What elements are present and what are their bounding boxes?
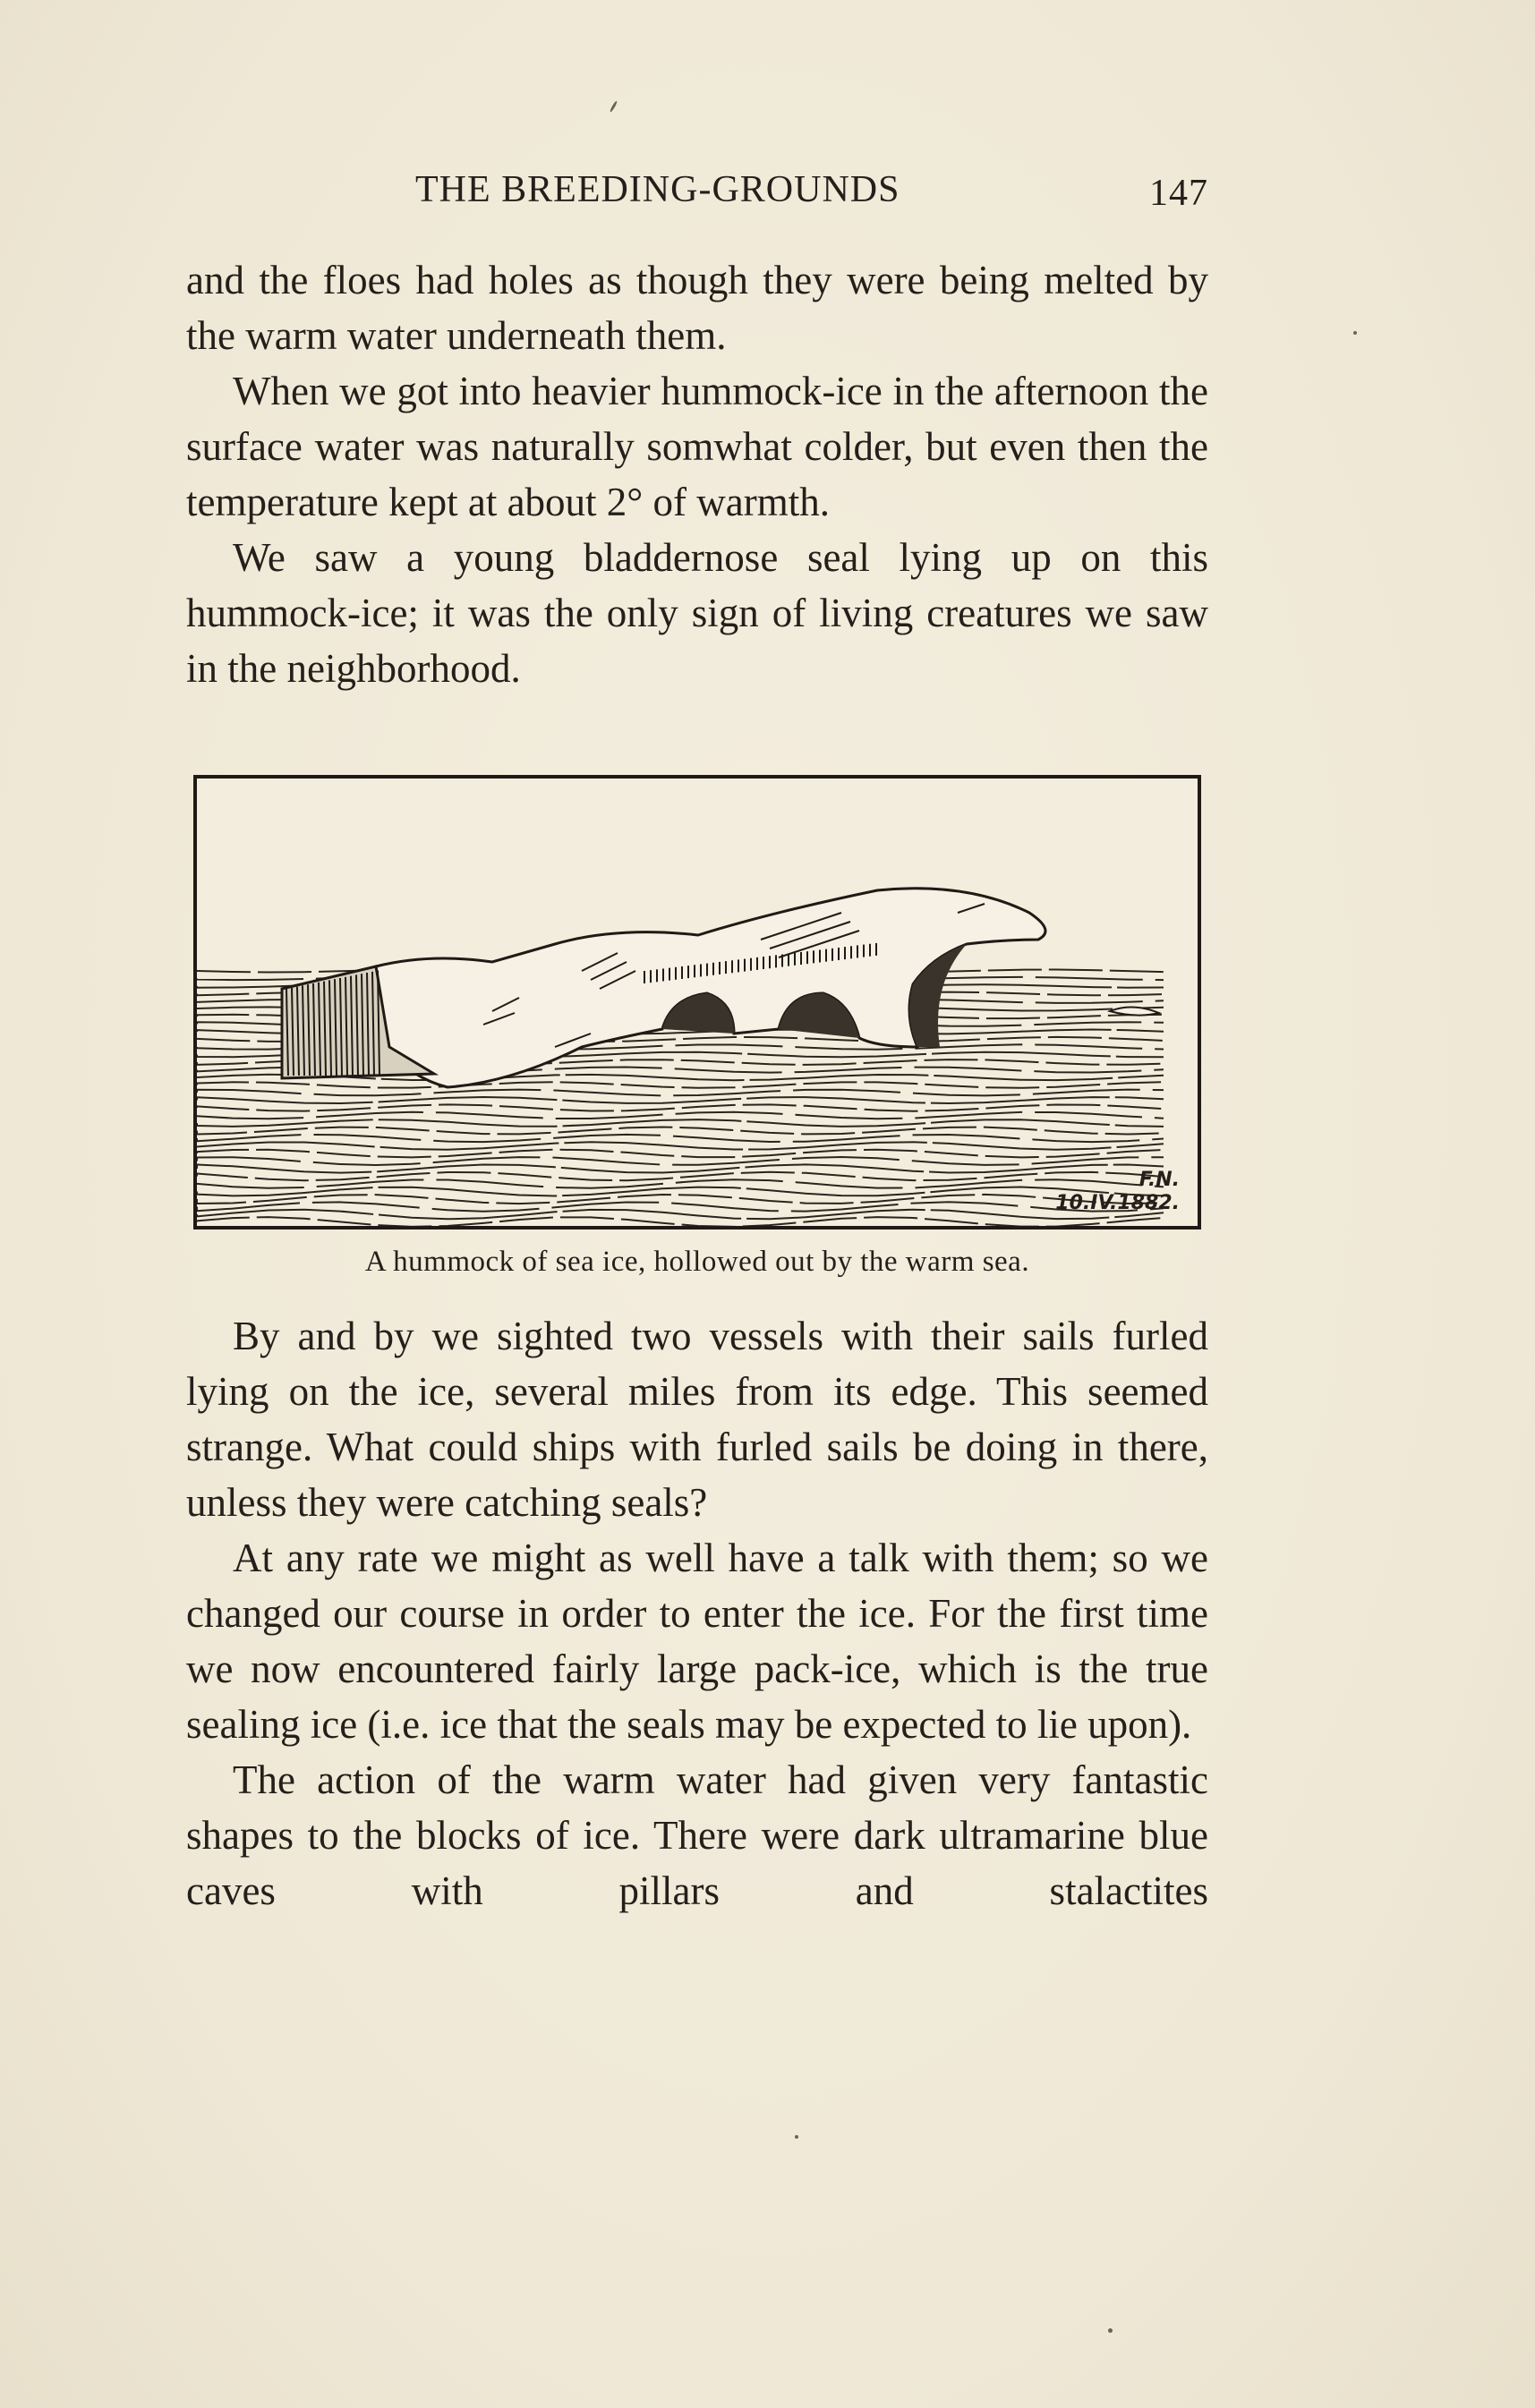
page-blemish [1353, 331, 1357, 335]
ice-hummock-drawing [197, 779, 1198, 1226]
page-blemish [1108, 2328, 1113, 2333]
page-blemish [795, 2135, 798, 2139]
signature-initials: F.N. [1138, 1169, 1180, 1191]
artist-signature [1055, 1169, 1180, 1215]
signature-date: 10.IV.1882. [1055, 1192, 1180, 1214]
running-head: THE BREEDING-GROUNDS [415, 169, 900, 210]
text-block-bottom [186, 1308, 1208, 1919]
paragraph-warm-water-shapes: The action of the warm water had given very fantastic shapes to the blocks of ice. There were dark ultramarine blue caves with pillars and stalactites [186, 1757, 1208, 1913]
page-number: 147 [1149, 173, 1208, 214]
paragraph-change-course: At any rate we might as well have a talk with them; so we changed our course in order to enter the ice. For the first time we now encountered fairly large pack-ice, which is the true sealing ice (i.e. ice that the seals may be expected to lie upon). [186, 1536, 1208, 1747]
paragraph-hummock-ice: When we got into heavier hummock-ice in the afternoon the surface water was naturally somwhat colder, but even then the temperature kept at about 2° of warmth. [186, 369, 1208, 524]
illustration-ice-hummock [193, 775, 1201, 1230]
page-header [186, 168, 1208, 222]
figure-caption: A hummock of sea ice, hollowed out by the warm sea. [364, 1246, 1030, 1278]
page-blemish [610, 100, 618, 113]
paragraph-continued: and the floes had holes as though they were being melted by the warm water underneath them. [186, 258, 1208, 358]
paragraph-bladdernose-seal: We saw a young bladdernose seal lying up on this hummock-ice; it was the only sign of living creatures we saw in the neighborhood. [186, 535, 1208, 691]
paragraph-two-vessels: By and by we sighted two vessels with their sails furled lying on the ice, several miles from its edge. This seemed strange. What could ships with furled sails be doing in there, unless they were catching seals? [186, 1314, 1208, 1525]
text-block-top [186, 252, 1208, 696]
